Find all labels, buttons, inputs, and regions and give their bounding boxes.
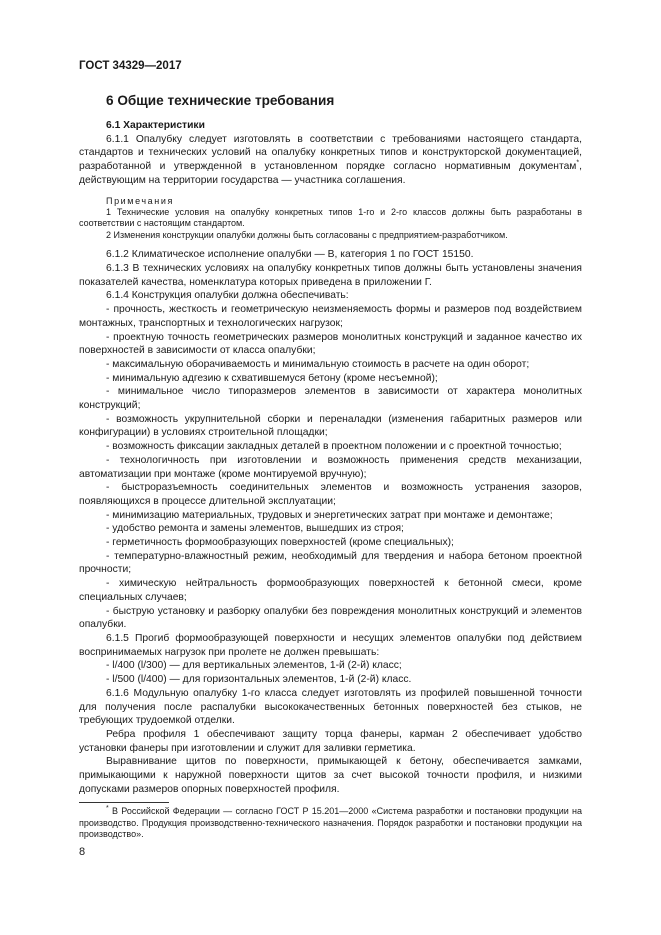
standard-code: ГОСТ 34329—2017 bbox=[79, 60, 182, 72]
list-item: - максимальную оборачиваемость и минимальную стоимость в расчете на один оборот; bbox=[106, 358, 530, 370]
notes-heading: Примечания bbox=[106, 195, 174, 206]
paragraph-6-1-6: 6.1.6 Модульную опалубку 1-го класса следует изготовлять из профилей повышенной точности для получения после распалубки высококачественных бетонных поверхностей без стыков, не требующих трудоемкой отделки. bbox=[79, 687, 582, 727]
footnote-text: В Российской Федерации — согласно ГОСТ Р 15.201—2000 «Система разработки и постановки продукции на производство. Продукция производственно-технического назначения. Порядок разработки и постановки продукции на производство». bbox=[79, 806, 582, 839]
section-title: 6 Общие технические требования bbox=[106, 93, 335, 108]
list-item: - минимальное число типоразмеров элементов в зависимости от характера монолитных конструкций; bbox=[79, 386, 582, 412]
list-item: - прочность, жесткость и геометрическую неизменяемость формы и размеров под воздействием монтажных, транспортных и технологических нагрузок; bbox=[79, 304, 582, 329]
paragraph-6-1-3: 6.1.3 В технических условиях на опалубку конкретных типов должны быть установлены значения показателей качества, номенклатура которых приведена в приложении Г. bbox=[79, 263, 582, 288]
list-item: - проектную точность геометрических размеров монолитных конструкций и заданное качество их поверхностей в зависимости от класса опалубки; bbox=[79, 331, 582, 357]
list-item: - l/500 (l/400) — для горизонтальных элементов, 1-й (2-й) класс. bbox=[106, 674, 412, 686]
list-item: - температурно-влажностный режим, необходимый для твердения и набора бетоном проектной прочности; bbox=[79, 550, 582, 576]
footnote-ref: * bbox=[576, 159, 580, 167]
paragraph-6-1-4: 6.1.4 Конструкция опалубки должна обеспечивать: bbox=[106, 290, 349, 302]
note-item: 1 Технические условия на опалубку конкретных типов 1-го и 2-го классов должны быть разработаны в соответствии с настоящим стандартом. bbox=[79, 206, 582, 229]
paragraph-leveling: Выравнивание щитов по поверхности, примыкающей к бетону, обеспечивается замками, примыкающими к наружной поверхности щитов за счет высокой точности профиля, и низкими допусками размеров опорных поверхностей профиля. bbox=[79, 756, 582, 795]
subsection-title: 6.1 Характеристики bbox=[106, 120, 205, 131]
document-body bbox=[79, 92, 582, 796]
notes-list bbox=[79, 207, 582, 242]
paragraph-6-1-2: 6.1.2 Климатическое исполнение опалубки — В, категория 1 по ГОСТ 15150. bbox=[106, 249, 474, 261]
list-item: - удобство ремонта и замены элементов, вышедших из строя; bbox=[106, 523, 404, 535]
list-item: - возможность фиксации закладных деталей в проектном положении и с проектной точностью; bbox=[106, 441, 562, 453]
list-item: - l/400 (l/300) — для вертикальных элементов, 1-й (2-й) класс; bbox=[106, 660, 402, 672]
note-item: 2 Изменения конструкции опалубки должны быть согласованы с предприятием-разработчиком. bbox=[106, 229, 508, 240]
list-item: - минимизацию материальных, трудовых и энергетических затрат при монтаже и демонтаже; bbox=[106, 509, 553, 521]
list-item: - технологичность при изготовлении и возможность применения средств механизации, автоматизации при монтаже (кроме монтируемой вручную); bbox=[79, 454, 582, 480]
paragraph-tail: , действующим на территории государства — участника соглашения. bbox=[79, 161, 582, 186]
list-item: - возможность укрупнительной сборки и переналадки (изменения габаритных размеров или конфигурации) в условиях строительной площадки; bbox=[79, 413, 582, 439]
list-item: - герметичность формообразующих поверхностей (кроме специальных); bbox=[106, 537, 454, 549]
footnote-mark: * bbox=[106, 805, 109, 812]
footnote-divider bbox=[79, 802, 169, 803]
list-item: - минимальную адгезию к схватившемуся бетону (кроме несъемной); bbox=[106, 372, 438, 384]
paragraph-6-1-1 bbox=[79, 133, 582, 188]
list-item: - химическую нейтральность формообразующих поверхностей к бетонной смеси, кроме специальных случаев; bbox=[79, 578, 582, 603]
paragraph-text: 6.1.1 Опалубку следует изготовлять в соответствии с требованиями настоящего стандарта, стандартов и технических условий на опалубку конкретных типов и конструкторской документацией, разработанной и утвержденной в установленном порядке согласно нормативным документам bbox=[79, 133, 582, 173]
list-item: - быструю установку и разборку опалубки без повреждения монолитных конструкций и элементов опалубки. bbox=[79, 605, 582, 631]
paragraph-ribs: Ребра профиля 1 обеспечивают защиту торца фанеры, карман 2 обеспечивает удобство установки фанеры при изготовлении и служит для заливки герметика. bbox=[79, 728, 582, 754]
page-number: 8 bbox=[79, 846, 86, 858]
footnote bbox=[79, 806, 582, 841]
list-item: - быстроразъемность соединительных элементов и возможность устранения зазоров, появляющихся в процессе длительной эксплуатации; bbox=[79, 482, 582, 507]
paragraph-6-1-5: 6.1.5 Прогиб формообразующей поверхности и несущих элементов опалубки под действием воспринимаемых нагрузок при пролете не должен превышать: bbox=[79, 632, 582, 658]
